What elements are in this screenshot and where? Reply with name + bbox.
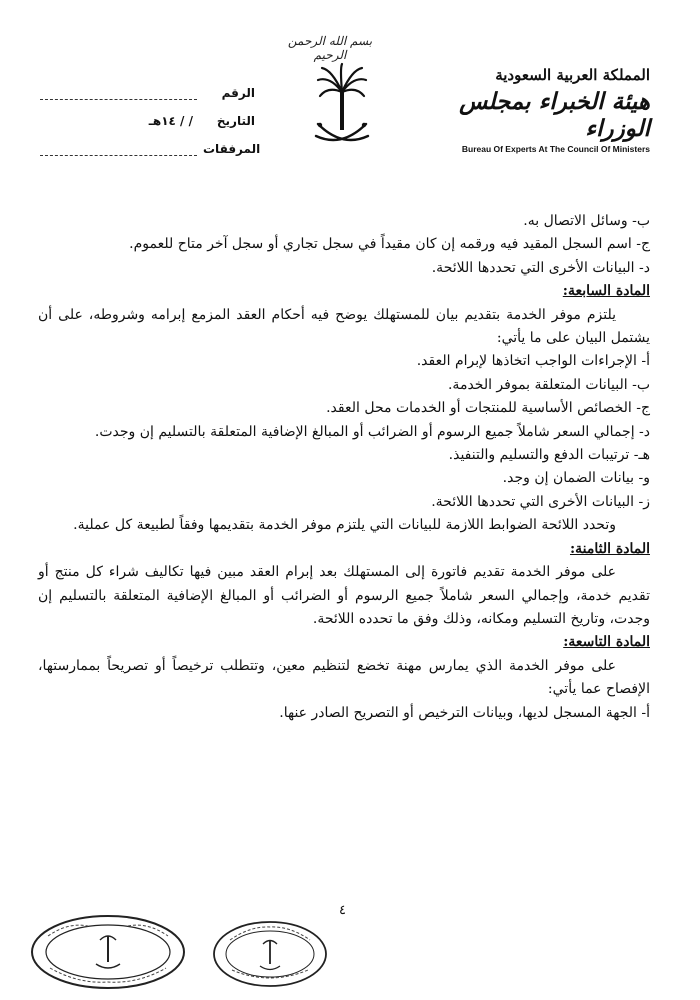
article-heading: المادة التاسعة: (563, 634, 650, 651)
article-paragraph: على موفر الخدمة تقديم فاتورة إلى المستهلك بعد إبرام العقد مبين فيها تكاليف شراء كل منتج أو تقديم خدمة، وإجمالي السعر شاملاً جميع الرسوم أو الضرائب أو المبالغ الإضافية المتعلقة بالتسليم إن وجدت، وتاريخ التسليم ومكانه، وذلك وفق ما تحدده اللائحة. (38, 564, 650, 627)
list-item: و- بيانات الضمان إن وجد. (502, 470, 650, 487)
list-item: ج- الخصائص الأساسية للمنتجات أو الخدمات محل العقد. (326, 400, 650, 417)
list-item: ب- وسائل الاتصال به. (523, 213, 650, 229)
palm-and-swords-emblem-icon (312, 62, 372, 154)
official-stamp-icon (210, 918, 330, 990)
reference-number-line (40, 87, 197, 100)
date-value: / / ١٤هـ (148, 114, 193, 128)
list-item: د- إجمالي السعر شاملاً جميع الرسوم أو الضرائب أو المبالغ الإضافية المتعلقة بالتسليم إن وجدت. (94, 423, 650, 440)
article-paragraph: يلتزم موفر الخدمة بتقديم بيان للمستهلك يوضح فيه أحكام العقد المزمع إبرامه وشروطه، على أن يشتمل البيان على ما يأتي: (38, 306, 650, 347)
basmala: بسم الله الرحمن الرحيم (287, 34, 373, 62)
country-name: المملكة العربية السعودية (495, 66, 650, 84)
organization-header (440, 66, 650, 154)
attachments-line (40, 143, 197, 156)
official-stamp-icon (28, 912, 188, 992)
list-item: د- البيانات الأخرى التي تحددها اللائحة. (431, 259, 650, 276)
date-label: التاريخ (216, 114, 255, 128)
organization-name-arabic: هيئة الخبراء بمجلس الوزراء (459, 88, 650, 142)
organization-name-english: Bureau Of Experts At The Council Of Ministers (461, 144, 650, 154)
list-item: ج- اسم السجل المقيد فيه ورقمه إن كان مقيداً في سجل تجاري أو سجل آخر متاح للعموم. (129, 236, 650, 253)
reference-fields (40, 72, 261, 156)
article-heading: المادة الثامنة: (569, 540, 650, 557)
list-item: ب- البيانات المتعلقة بموفر الخدمة. (447, 376, 650, 393)
document-body (38, 210, 650, 725)
page-number: ٤ (339, 903, 346, 918)
date-row (40, 100, 255, 128)
list-item: هـ- ترتيبات الدفع والتسليم والتنفيذ. (448, 447, 650, 464)
reference-number-row (40, 72, 255, 100)
reference-number-label: الرقم (221, 86, 255, 100)
list-item: أ- الإجراءات الواجب اتخاذها لإبرام العقد. (416, 353, 650, 370)
article-paragraph: على موفر الخدمة الذي يمارس مهنة تخضع لتنظيم معين، وتتطلب ترخيصاً أو تصريحاً بممارستها، الإفصاح عما يأتي: (38, 657, 650, 698)
article-paragraph: وتحدد اللائحة الضوابط اللازمة للبيانات التي يلتزم موفر الخدمة بتقديمها وفقاً لطبيعة كل عملية. (73, 517, 616, 534)
attachments-row (40, 128, 261, 156)
list-item: أ- الجهة المسجل لديها، وبيانات الترخيص أو التصريح الصادر عنها. (279, 704, 650, 721)
list-item: ز- البيانات الأخرى التي تحددها اللائحة. (431, 493, 650, 510)
attachments-label: المرفقات (203, 142, 261, 156)
article-heading: المادة السابعة: (562, 283, 650, 300)
